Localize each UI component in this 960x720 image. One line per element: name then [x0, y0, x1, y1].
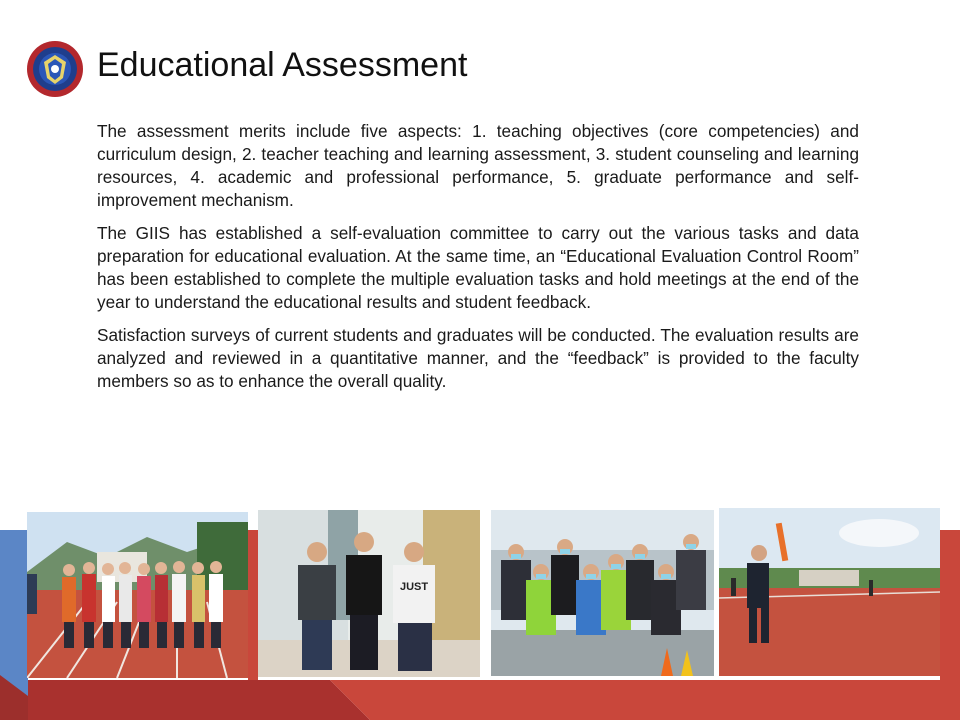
- paragraph-assessment-aspects: The assessment merits include five aspects: 1. teaching objectives (core competencies) and curriculum design, 2. teacher teaching and learning assessment, 3. student counseling and learning resources, 4. academic and professional performance, 5. graduate performance and self-improvement mechanism.: [97, 121, 859, 210]
- three-men-in-hallway-photo: [258, 510, 480, 677]
- university-emblem-icon: [26, 40, 84, 98]
- page-title: Educational Assessment: [97, 46, 468, 84]
- svg-text:JUST: JUST: [400, 581, 429, 593]
- team-with-masks-photo: [491, 510, 714, 676]
- player-batting-on-track-photo: [719, 508, 940, 676]
- paragraph-satisfaction-surveys: Satisfaction surveys of current students and graduates will be conducted. The evaluation results are analyzed and reviewed in a quantitative manner, and the “feedback” is provided to the faculty members so as to enhance the overall quality.: [97, 325, 859, 391]
- body-text: [97, 120, 859, 403]
- group-on-running-track-photo: [27, 512, 248, 678]
- paragraph-self-evaluation-committee: The GIIS has established a self-evaluation committee to carry out the various tasks and data preparation for educational evaluation. At the same time, an “Educational Evaluation Control Room” has been established to complete the multiple evaluation tasks and hold meetings at the end of the year to understand the educational results and student feedback.: [97, 223, 859, 312]
